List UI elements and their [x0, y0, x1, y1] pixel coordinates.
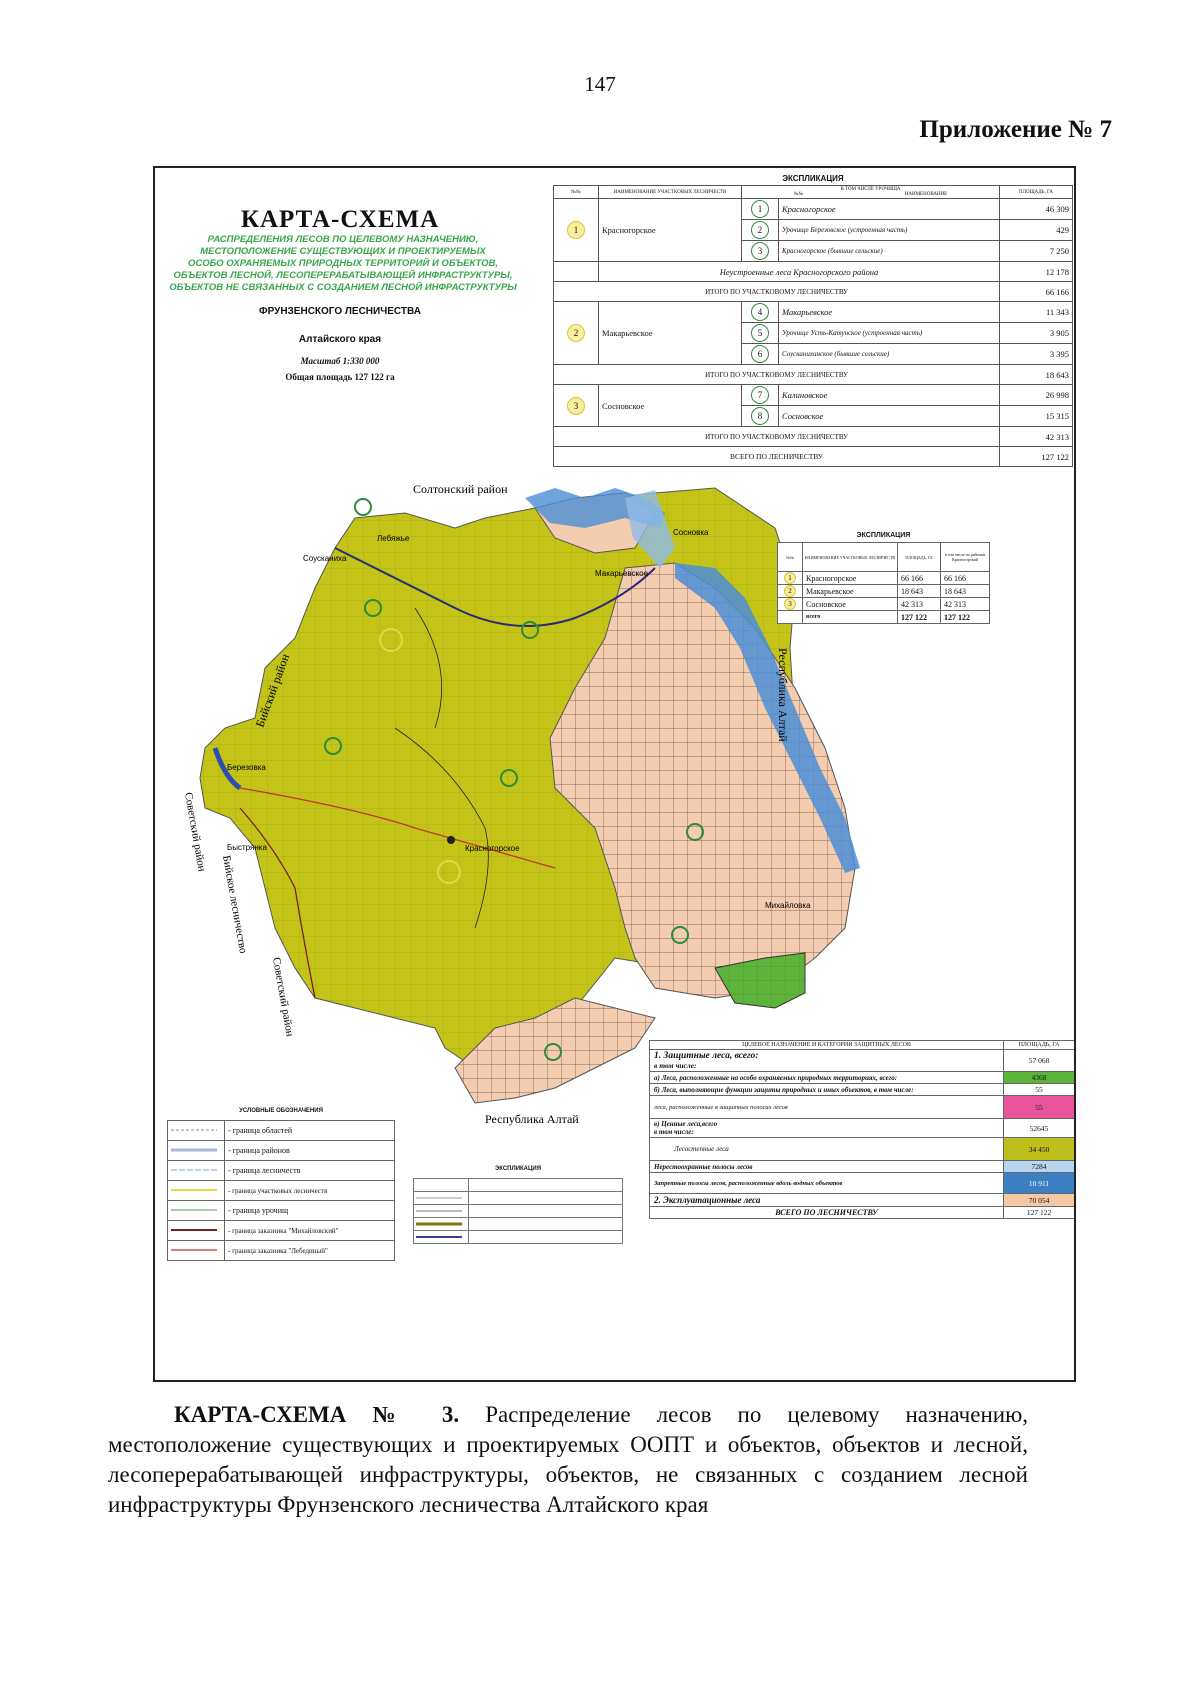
page-number: 147 — [584, 72, 616, 96]
table-row: в) Ценные леса,всего в том числе: 52645 — [650, 1119, 1075, 1138]
table-row: Лесостепные леса 34 450 — [650, 1138, 1075, 1161]
label-makarievskoe: Макарьевское — [595, 569, 649, 578]
table-header: №№ НАИМЕНОВАНИЕ УЧАСТКОВЫХ ЛЕСНИЧЕСТВ В ТОМ ЧИСЛЕ УРОЧИЩА №№ НАИМЕНОВАНИЕ ПЛОЩАДЬ, ГА — [554, 186, 1073, 199]
table-row: 5 Урочище Усть-Катунское (устроенная часть) 3 905 — [554, 323, 1073, 344]
table-row: Запретные полосы лесов, расположенные вдоль водных объектов 10 911 — [650, 1173, 1075, 1194]
table-row: 2. Эксплуатационные леса 70 054 — [650, 1194, 1075, 1207]
map-title: КАРТА-СХЕМА — [240, 206, 440, 233]
table-row: всего 127 122 127 122 — [778, 611, 990, 624]
label-bystryanka: Быстрянка — [227, 843, 267, 852]
explication-main: ЭКСПЛИКАЦИЯ №№ НАИМЕНОВАНИЕ УЧАСТКОВЫХ ЛЕСНИЧЕСТВ В ТОМ ЧИСЛЕ УРОЧИЩА №№ НАИМЕНОВАНИЕ ПЛОЩАДЬ, ГА 1 Красногорское 1 Красногорское 46 309 2 Урочище Березовское (устроенная часть) 429 3 Красногорское (бывшие сельские) 7 250 Неустроенные леса Красногорского района 12 178 ИТОГО ПО УЧАСТКОВОМУ ЛЕСНИЧЕСТВУ 66 166 2 Макарьевское 4 Макарьевское 11 343 5 Урочище Усть-Катунское (устроенная часть) 3 905 6 Соусканихинское (бывшие сельские) 3 395 ИТОГО ПО УЧАСТКОВОМУ ЛЕСНИЧЕСТВУ 18 643 3 Сосновское 7 Калиновское 26 998 8 Сосновское 15 315 ИТОГО ПО УЧАСТКОВОМУ ЛЕСНИЧЕСТВУ 42 313 ВСЕГО ПО ЛЕСНИЧЕСТВУ 127 122 — [553, 174, 1073, 467]
table-row: 8 Сосновское 15 315 — [554, 406, 1073, 427]
categories-table — [649, 1040, 1075, 1219]
label-souskanikha: Соусканиха — [303, 554, 347, 563]
table-header: ЦЕЛЕВОЕ НАЗНАЧЕНИЕ И КАТЕГОРИИ ЗАЩИТНЫХ ЛЕСОВ ПЛОЩАДЬ, ГА — [650, 1041, 1075, 1050]
label-biyskoe: Бийское лесничество — [220, 854, 250, 955]
label-berezovka: Березовка — [227, 763, 266, 772]
table-row — [414, 1179, 623, 1192]
map-subtitle: РАСПРЕДЕЛЕНИЯ ЛЕСОВ ПО ЦЕЛЕВОМУ НАЗНАЧЕНИЮ, МЕСТОПОЛОЖЕНИЕ СУЩЕСТВУЮЩИХ И ПРОЕКТИРУЕМЫХ ОСОБО ОХРАНЯЕМЫХ ПРИРОДНЫХ ТЕРРИТОРИЙ И ОБЪЕКТОВ, ОБЪЕКТОВ ЛЕСНОЙ, ЛЕСОПЕРЕРАБАТЫВАЮЩЕЙ ИНФРАСТРУКТУРЫ, ОБЪЕКТОВ НЕ СВЯЗАННЫХ С СОЗДАНИЕМ ЛЕСНОЙ ИНФРАСТРУКТУРЫ — [169, 234, 517, 293]
table-row: 3 Сосновское 42 313 42 313 — [778, 598, 990, 611]
table-row: 2 Макарьевское 18 643 18 643 — [778, 585, 990, 598]
table-header: №№ НАИМЕНОВАНИЕ УЧАСТКОВЫХ ЛЕСНИЧЕСТВ ПЛОЩАДЬ, ГА в том числе по районам Красногорский — [778, 543, 990, 572]
table-row: 3 Сосновское 7 Калиновское 26 998 — [554, 385, 1073, 406]
map-region: Алтайского края — [298, 334, 382, 345]
label-mikhaylovka: Михайловка — [765, 901, 811, 910]
table-row: леса, расположенные в защитных полосах лесов 55 — [650, 1096, 1075, 1119]
label-altai-rep-east: Республика Алтай — [776, 648, 790, 742]
table-row: 2 Макарьевское 4 Макарьевское 11 343 — [554, 302, 1073, 323]
table-row: ИТОГО ПО УЧАСТКОВОМУ ЛЕСНИЧЕСТВУ 66 166 — [554, 282, 1073, 302]
explication-small: ЭКСПЛИКАЦИЯ №№ НАИМЕНОВАНИЕ УЧАСТКОВЫХ ЛЕСНИЧЕСТВ ПЛОЩАДЬ, ГА в том числе по районам Красногорский 1 Красногорское 66 166 66 166 2 Макарьевское 18 643 18 643 3 Сосновское 42 313 42 313 всего 127 122 127 122 — [777, 532, 990, 624]
label-altai-rep-south: Республика Алтай — [485, 1112, 579, 1126]
legend-item: - граница лесничеств — [168, 1161, 395, 1181]
table-row: 3 Красногорское (бывшие сельские) 7 250 — [554, 241, 1073, 262]
legend-item: - граница урочищ — [168, 1201, 395, 1221]
table-row — [414, 1231, 623, 1244]
map-total-area: Общая площадь 127 122 га — [285, 372, 395, 382]
map-scale: Масштаб 1:330 000 — [300, 356, 380, 366]
table-row: ВСЕГО ПО ЛЕСНИЧЕСТВУ 127 122 — [650, 1207, 1075, 1219]
table-row: а) Леса, расположенные на особо охраняемых природных территориях, всего: 4368 — [650, 1072, 1075, 1084]
table-row — [414, 1205, 623, 1218]
table-row — [414, 1192, 623, 1205]
map-legend: УСЛОВНЫЕ ОБОЗНАЧЕНИЯ - граница областей - граница районов - граница лесничеств - граница участковых лесничеств - граница урочищ - граница заказника "Михайловский" - граница заказника "Лебединый" — [167, 1108, 395, 1261]
table-row: ВСЕГО ПО ЛЕСНИЧЕСТВУ 127 122 — [554, 447, 1073, 467]
label-sovetsky-2: Советский район — [270, 956, 296, 1038]
legend-item: - граница областей — [168, 1121, 395, 1141]
legend-item: - граница участковых лесничеств — [168, 1181, 395, 1201]
table-row: 1 Красногорское 66 166 66 166 — [778, 572, 990, 585]
table-row: Нерестоохранные полосы лесов 7284 — [650, 1161, 1075, 1173]
map-department: ФРУНЗЕНСКОГО ЛЕСНИЧЕСТВА — [259, 306, 421, 317]
map-frame — [153, 166, 1076, 1382]
table-row: 1. Защитные леса, всего: в том числе: 57 068 — [650, 1050, 1075, 1072]
label-biysky: Бийский район — [252, 651, 293, 730]
label-krasnogorskoe: Красногорское — [465, 844, 520, 853]
legend-item: - граница заказника "Михайловский" — [168, 1221, 395, 1241]
table-row — [414, 1218, 623, 1231]
legend-item: - граница заказника "Лебединый" — [168, 1241, 395, 1261]
label-lebyazhye: Лебяжье — [377, 534, 410, 543]
table-row: ИТОГО ПО УЧАСТКОВОМУ ЛЕСНИЧЕСТВУ 42 313 — [554, 427, 1073, 447]
label-sovetsky: Советский район — [182, 791, 208, 873]
figure-caption: КАРТА-СХЕМА № 3. Распределение лесов по целевому назначению, местоположение существующих и проектируемых ООПТ и объектов, объектов и лесной, лесоперерабатывающей инфраструктуры, объектов, не связанных с созданием лесной инфраструктуры Фрунзенского лесничества Алтайского края — [108, 1402, 1029, 1517]
label-soltonsky: Солтонский район — [413, 482, 508, 496]
appendix-label: Приложение № 7 — [919, 116, 1112, 143]
table-row: Неустроенные леса Красногорского района 12 178 — [554, 262, 1073, 282]
table-row: б) Леса, выполняющие функции защиты природных и иных объектов, в том числе: 55 — [650, 1084, 1075, 1096]
legend-item: - граница районов — [168, 1141, 395, 1161]
table-row: 1 Красногорское 1 Красногорское 46 309 — [554, 199, 1073, 220]
explication-roads: ЭКСПЛИКАЦИЯ — [413, 1166, 623, 1244]
table-row: 2 Урочище Березовское (устроенная часть) 429 — [554, 220, 1073, 241]
label-sosnovka: Сосновка — [673, 528, 709, 537]
table-row: ИТОГО ПО УЧАСТКОВОМУ ЛЕСНИЧЕСТВУ 18 643 — [554, 365, 1073, 385]
table-row: 6 Соусканихинское (бывшие сельские) 3 395 — [554, 344, 1073, 365]
